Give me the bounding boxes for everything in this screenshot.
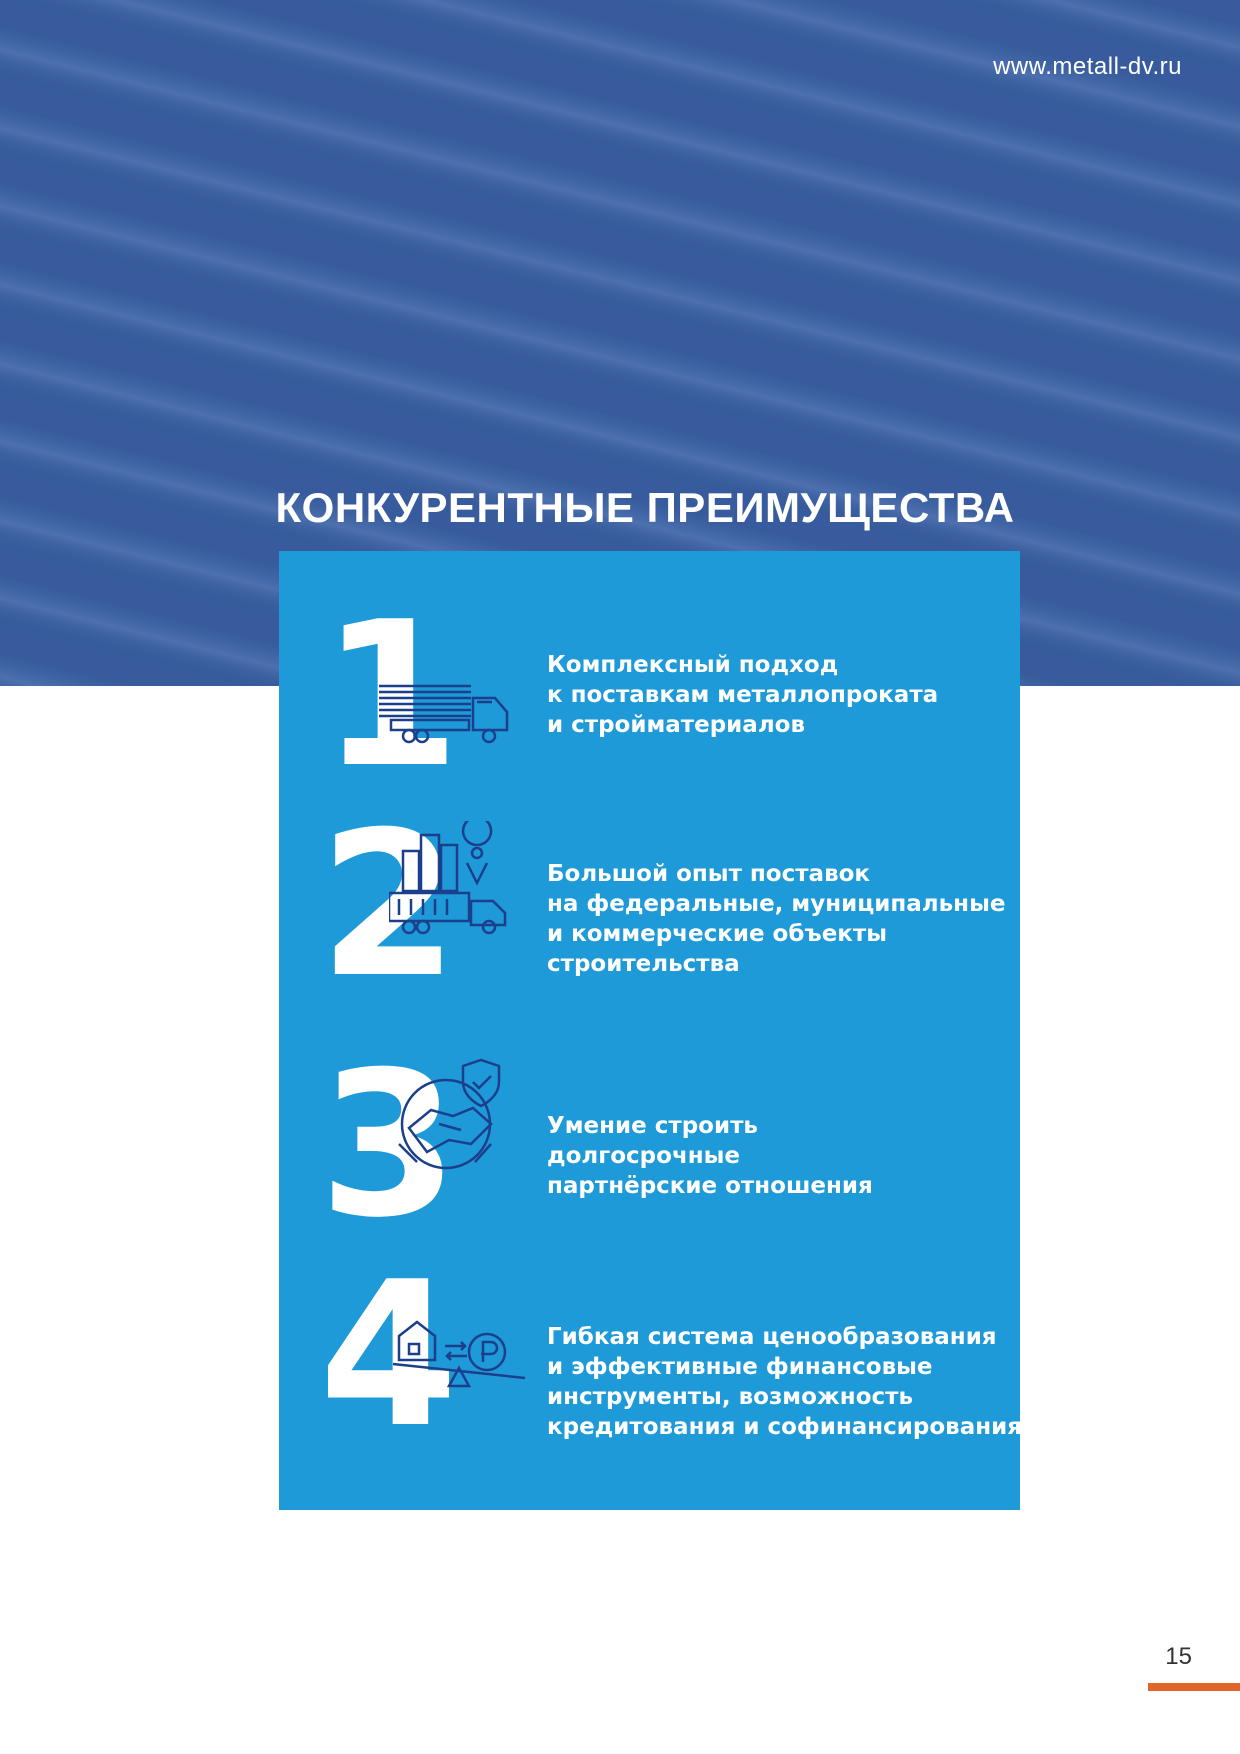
advantage-text-line: и эффективные финансовые [547, 1354, 933, 1380]
advantage-text [547, 650, 1007, 740]
advantage-number: 2 [319, 789, 459, 1022]
advantage-text-line: и стройматериалов [547, 712, 806, 738]
advantage-text-line: Гибкая система ценообразования [547, 1324, 997, 1350]
advantage-number: 4 [319, 1239, 459, 1472]
advantage-number: 3 [319, 1029, 459, 1262]
advantage-text-line: инструменты, возможность [547, 1384, 914, 1410]
advantage-text-line: партнёрские отношения [547, 1173, 873, 1199]
advantage-text-line: Комплексный подход [547, 652, 839, 678]
advantage-text-line: долгосрочные [547, 1143, 741, 1169]
advantage-text-line: и коммерческие объекты [547, 921, 888, 947]
advantage-text-line: Умение строить [547, 1113, 758, 1139]
advantage-text-line: к поставкам металлопроката [547, 682, 939, 708]
accent-bar [1148, 1683, 1240, 1691]
advantage-text-line: на федеральные, муниципальные [547, 891, 1006, 917]
advantage-text-line: строительства [547, 951, 740, 977]
handshake-shield-icon [391, 1056, 511, 1176]
page-number: 15 [1165, 1643, 1192, 1670]
advantage-text [547, 1111, 1007, 1201]
advantage-text-line: Большой опыт поставок [547, 861, 871, 887]
section-title: КОНКУРЕНТНЫЕ ПРЕИМУЩЕСТВА [275, 484, 1015, 531]
advantages-card [279, 551, 1023, 1510]
advantage-text [547, 1322, 1023, 1442]
truck-with-rebar-icon [377, 678, 517, 748]
city-delivery-truck-icon [389, 821, 519, 941]
finance-balance-icon [389, 1316, 529, 1396]
advantage-text-line: кредитования и софинансирования [547, 1414, 1023, 1440]
advantage-number: 1 [321, 579, 461, 812]
site-url[interactable]: www.metall-dv.ru [993, 53, 1182, 80]
advantage-text [547, 859, 1007, 979]
